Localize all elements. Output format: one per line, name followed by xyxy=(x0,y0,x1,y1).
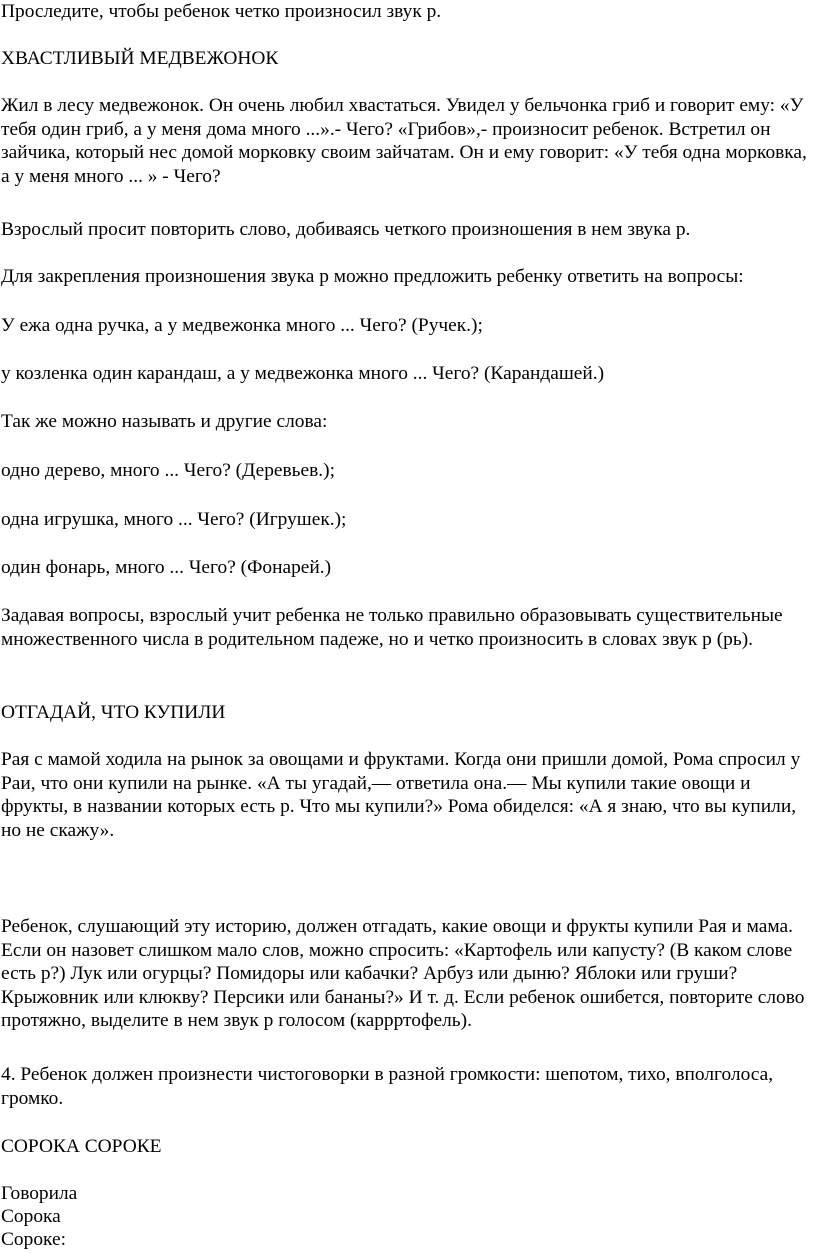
poem-line-1: Говорила xyxy=(1,1183,78,1204)
poem-line-3: Сороке: xyxy=(1,1229,66,1250)
story-bear-paragraph: Жил в лесу медвежонок. Он очень любил хвастаться. Увидел у бельчонка гриб и говорит ему: «У тебя один гриб, а у меня дома много ...».- Чего? «Грибов»,- произносит ребенок. Встретил он зайчика, который нес домой морковку своим зайчатам. Он и ему говорит: «У тебя одна морковка, а у меня много ... » - Чего? xyxy=(1,95,807,187)
other-words-intro: Так же можно называть и другие слова: xyxy=(1,411,328,432)
example-toy: одна игрушка, много ... Чего? (Игрушек.); xyxy=(1,509,347,530)
heading-guess-what: ОТГАДАЙ, ЧТО КУПИЛИ xyxy=(1,702,226,723)
heading-magpie: СОРОКА СОРОКЕ xyxy=(1,1136,162,1157)
reinforce-paragraph: Для закрепления произношения звука р можно предложить ребенку ответить на вопросы: xyxy=(1,266,744,287)
intro-instruction: Проследите, чтобы ребенок четко произносил звук р. xyxy=(1,1,442,22)
child-guess-paragraph: Ребенок, слушающий эту историю, должен отгадать, какие овощи и фрукты купили Рая и мама. Если он назовет слишком мало слов, можно спросить: «Картофель или капусту? (В каком слове есть р?) Лук или огурцы? Помидоры или кабачки? Арбуз или дыню? Яблоки или груши? Крыжовник или клюкву? Персики или бананы?» И т. д. Если ребенок ошибется, повторите слово протяжно, выделите в нем звук р голосом (каррртофель). xyxy=(1,916,805,1031)
asking-questions-paragraph: Задавая вопросы, взрослый учит ребенка не только правильно образовывать существительные множественного числа в родительном падеже, но и четко произносить в словах звук р (рь). xyxy=(1,605,783,650)
poem-line-2: Сорока xyxy=(1,1206,61,1227)
tongue-twister-instruction: 4. Ребенок должен произнести чистоговорки в разной громкости: шепотом, тихо, вполголоса, громко. xyxy=(1,1064,774,1109)
heading-boastful-bear: ХВАСТЛИВЫЙ МЕДВЕЖОНОК xyxy=(1,48,279,69)
adult-repeat-paragraph: Взрослый просит повторить слово, добиваясь четкого произношения в нем звука р. xyxy=(1,219,691,240)
question-hedgehog: У ежа одна ручка, а у медвежонка много ... Чего? (Ручек.); xyxy=(1,315,483,336)
question-goat: у козленка один карандаш, а у медвежонка много ... Чего? (Карандашей.) xyxy=(1,363,605,384)
story-market-paragraph: Рая с мамой ходила на рынок за овощами и фруктами. Когда они пришли домой, Рома спросил у Раи, что они купили на рынке. «А ты угадай,— ответила она.— Мы купили такие овощи и фрукты, в названии которых есть р. Что мы купили?» Рома обиделся: «А я знаю, что вы купили, но не скажу». xyxy=(1,749,801,841)
example-tree: одно дерево, много ... Чего? (Деревьев.); xyxy=(1,460,335,481)
example-lantern: один фонарь, много ... Чего? (Фонарей.) xyxy=(1,557,332,578)
